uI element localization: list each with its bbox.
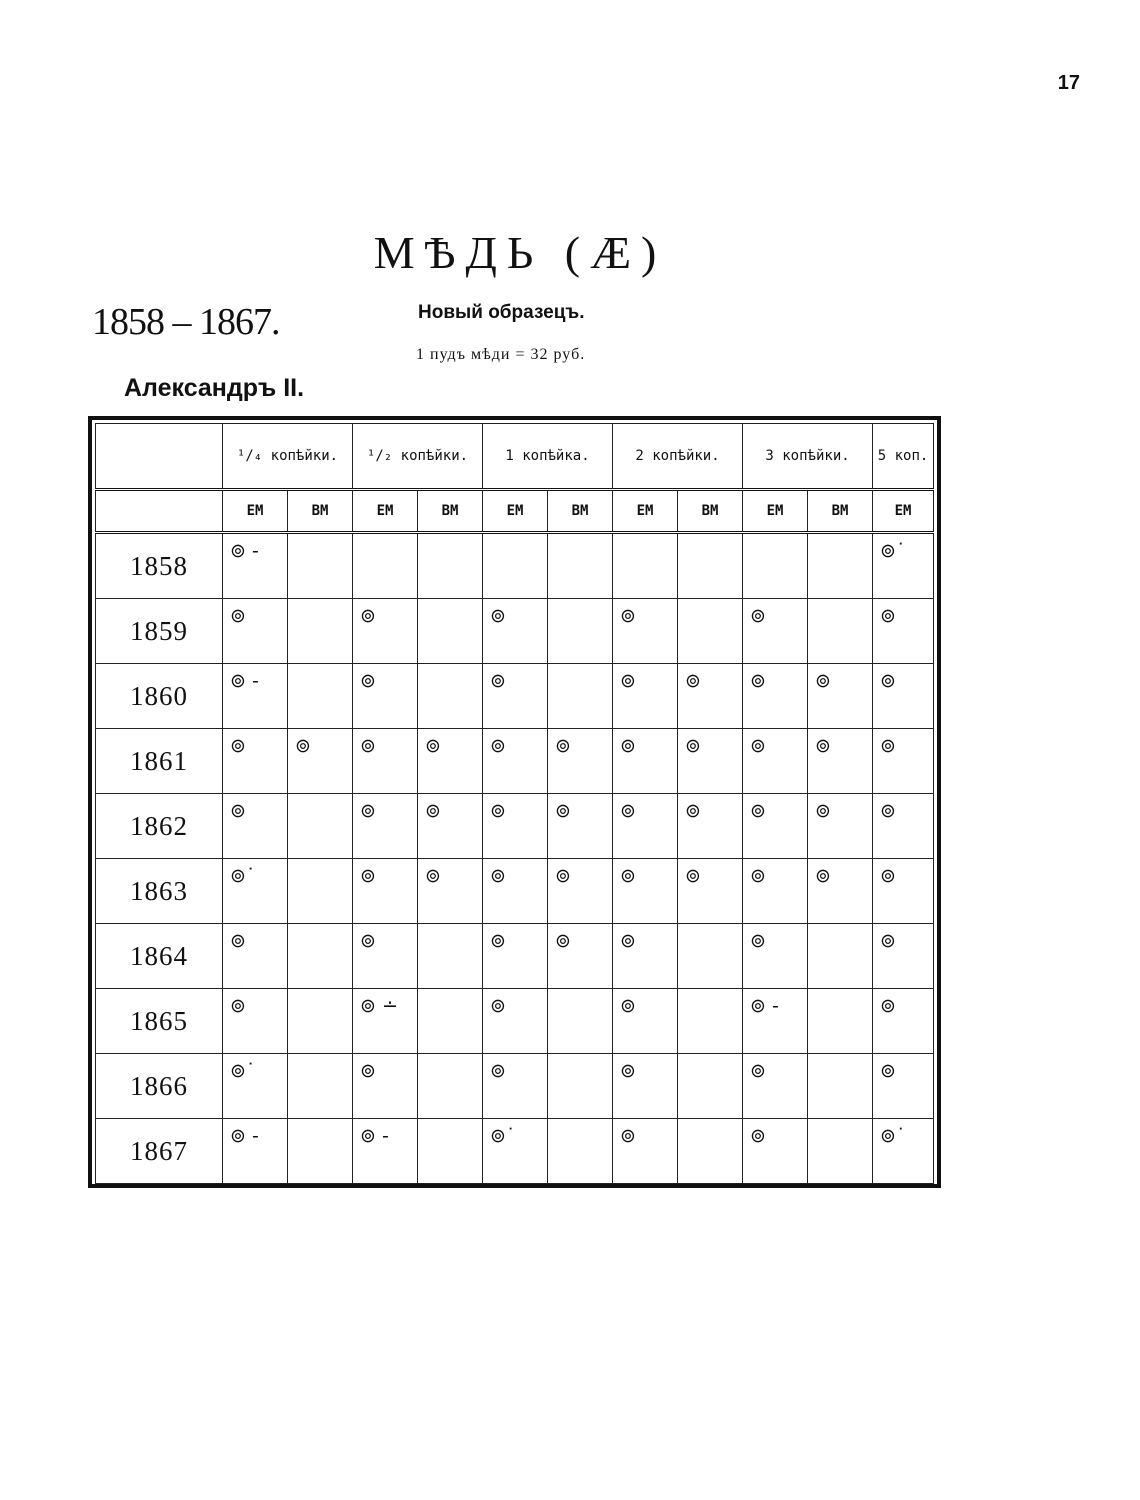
mintage-mark: ⊚ — [750, 1060, 766, 1082]
mintage-cell — [678, 533, 743, 599]
mintage-mark: ⊚ — [880, 605, 896, 627]
mintage-cell — [613, 533, 678, 599]
mintage-cell — [808, 533, 873, 599]
mintage-mark: ⊚ — [880, 865, 896, 887]
mintage-cell — [678, 729, 743, 794]
table-row — [96, 533, 934, 599]
mintage-cell — [873, 989, 934, 1054]
mint-header: ВМ — [288, 490, 353, 533]
mintage-mark: ⊚ — [360, 735, 376, 757]
mintage-cell — [808, 729, 873, 794]
denomination-header-row — [96, 424, 934, 490]
mintage-mark: ⊚ — [230, 800, 246, 822]
table-row — [96, 989, 934, 1054]
mintage-cell — [613, 664, 678, 729]
mintage-cell — [483, 989, 548, 1054]
mintage-cell — [548, 924, 613, 989]
mintage-cell — [873, 1054, 934, 1119]
mintage-cell — [613, 599, 678, 664]
year-cell: 1863 — [96, 859, 223, 924]
year-cell: 1861 — [96, 729, 223, 794]
mintage-mark: ⊚ — [360, 605, 376, 627]
mintage-cell — [808, 1054, 873, 1119]
mintage-cell — [353, 859, 418, 924]
mintage-cell — [743, 729, 808, 794]
mintage-cell — [743, 989, 808, 1054]
mintage-mark: ⊚ — [750, 930, 766, 952]
table-row — [96, 794, 934, 859]
mintage-cell — [223, 664, 288, 729]
mintage-cell — [483, 729, 548, 794]
mintage-cell — [873, 729, 934, 794]
mintage-cell — [418, 599, 483, 664]
mintage-mark: ⊚˙ — [880, 1125, 906, 1147]
mintage-mark: ⊚ - — [230, 540, 259, 562]
mintage-cell — [548, 859, 613, 924]
mintage-mark: ⊚ — [555, 930, 571, 952]
mintage-cell — [418, 1119, 483, 1184]
mintage-mark: ⊚ — [425, 800, 441, 822]
mintage-mark: ⊚ — [685, 670, 701, 692]
mintage-mark: ⊚ — [685, 735, 701, 757]
mintage-cell — [808, 599, 873, 664]
mintage-mark: ⊚ — [555, 735, 571, 757]
table-row — [96, 924, 934, 989]
mint-header: ВМ — [808, 490, 873, 533]
table-row — [96, 599, 934, 664]
mintage-cell — [223, 533, 288, 599]
mintage-mark: ⊚ - — [230, 670, 259, 692]
mintage-mark: ⊚ — [490, 995, 506, 1017]
year-cell: 1867 — [96, 1119, 223, 1184]
mintage-cell — [873, 859, 934, 924]
mintage-cell — [353, 1054, 418, 1119]
year-cell: 1865 — [96, 989, 223, 1054]
mintage-cell — [873, 924, 934, 989]
mintage-cell — [223, 1119, 288, 1184]
year-cell: 1864 — [96, 924, 223, 989]
mintage-cell — [873, 664, 934, 729]
mintage-cell — [288, 729, 353, 794]
mintage-mark: ⊚ — [620, 1060, 636, 1082]
mintage-cell — [223, 729, 288, 794]
mintage-cell — [483, 1119, 548, 1184]
mintage-cell — [353, 1119, 418, 1184]
mintage-cell — [808, 924, 873, 989]
mintage-mark: ⊚ — [490, 865, 506, 887]
mintage-cell — [223, 989, 288, 1054]
mintage-table — [95, 423, 934, 1184]
mintage-cell — [483, 664, 548, 729]
mintage-mark: ⊚ — [750, 1125, 766, 1147]
mintage-cell — [353, 924, 418, 989]
mintage-mark: ⊚ — [360, 1060, 376, 1082]
mintage-cell — [613, 729, 678, 794]
mintage-mark: ⊚ — [360, 865, 376, 887]
mintage-mark: ⊚ — [490, 1060, 506, 1082]
mintage-mark: ⊚ — [555, 800, 571, 822]
page-number: 17 — [1057, 72, 1080, 94]
denomination-header: 3 копѣйки. — [743, 424, 873, 490]
mintage-mark: ⊚ — [490, 735, 506, 757]
denomination-header: 2 копѣйки. — [613, 424, 743, 490]
mintage-cell — [223, 924, 288, 989]
mintage-cell — [678, 989, 743, 1054]
mintage-mark: ⊚ — [295, 735, 311, 757]
mintage-cell — [873, 794, 934, 859]
mintage-cell — [613, 1119, 678, 1184]
mintage-cell — [873, 533, 934, 599]
mintage-cell — [548, 1054, 613, 1119]
table-row — [96, 664, 934, 729]
mintage-cell — [743, 794, 808, 859]
mintage-mark: ⊚ — [815, 670, 831, 692]
mintage-cell — [483, 533, 548, 599]
mintage-mark: ⊚ — [685, 865, 701, 887]
mintage-mark: ⊚ ∸ — [360, 995, 398, 1017]
mintage-cell — [288, 664, 353, 729]
table-row — [96, 1054, 934, 1119]
mintage-mark: ⊚ — [620, 670, 636, 692]
mintage-mark: ⊚ — [815, 800, 831, 822]
copper-ratio-note: 1 пудъ мѣди = 32 руб. — [416, 346, 586, 363]
mintage-cell — [483, 924, 548, 989]
year-cell: 1858 — [96, 533, 223, 599]
mintage-cell — [743, 859, 808, 924]
mintage-cell — [353, 794, 418, 859]
mintage-cell — [743, 1119, 808, 1184]
mintage-cell — [288, 533, 353, 599]
mintage-mark: ⊚ — [750, 670, 766, 692]
mintage-cell — [743, 924, 808, 989]
mintage-mark: ⊚ — [750, 605, 766, 627]
mintage-cell — [418, 664, 483, 729]
mintage-mark: ⊚ — [230, 605, 246, 627]
mintage-cell — [288, 1119, 353, 1184]
denomination-header: ¹/₄ копѣйки. — [223, 424, 353, 490]
mintage-cell — [548, 1119, 613, 1184]
mintage-cell — [223, 1054, 288, 1119]
mintage-mark: ⊚ — [490, 605, 506, 627]
mintage-cell — [873, 599, 934, 664]
mintage-cell — [223, 859, 288, 924]
mintage-mark: ⊚ — [620, 1125, 636, 1147]
mint-header: ЕМ — [353, 490, 418, 533]
mintage-cell — [678, 599, 743, 664]
mintage-cell — [678, 924, 743, 989]
mintage-mark: ⊚˙ — [230, 1060, 256, 1082]
mintage-mark: ⊚˙ — [490, 1125, 516, 1147]
mintage-mark: ⊚ — [685, 800, 701, 822]
mintage-cell — [743, 599, 808, 664]
mintage-cell — [418, 1054, 483, 1119]
mintage-cell — [483, 794, 548, 859]
mintage-mark: ⊚ — [880, 670, 896, 692]
mintage-cell — [678, 1054, 743, 1119]
ruler-heading: Александръ II. — [124, 374, 305, 402]
mintage-cell — [548, 664, 613, 729]
year-cell: 1866 — [96, 1054, 223, 1119]
mintage-mark: ⊚ — [490, 800, 506, 822]
mint-header: ЕМ — [223, 490, 288, 533]
mintage-mark: ⊚ — [620, 605, 636, 627]
denomination-header: 1 копѣйка. — [483, 424, 613, 490]
mintage-cell — [548, 729, 613, 794]
table-row — [96, 859, 934, 924]
mintage-cell — [418, 859, 483, 924]
mintage-mark: ⊚ — [230, 930, 246, 952]
mint-header-row — [96, 490, 934, 533]
mintage-mark: ⊚ — [620, 995, 636, 1017]
mintage-cell — [613, 989, 678, 1054]
mintage-mark: ⊚ - — [360, 1125, 389, 1147]
mintage-cell — [418, 989, 483, 1054]
mintage-mark: ⊚ — [360, 930, 376, 952]
denomination-header: 5 коп. — [873, 424, 934, 490]
mintage-cell — [418, 729, 483, 794]
mintage-cell — [808, 794, 873, 859]
mint-header: ВМ — [678, 490, 743, 533]
mintage-mark: ⊚ - — [750, 995, 779, 1017]
year-cell: 1859 — [96, 599, 223, 664]
mintage-mark: ⊚ - — [230, 1125, 259, 1147]
mintage-table-frame — [88, 416, 941, 1188]
mintage-cell — [353, 989, 418, 1054]
mintage-mark: ⊚ — [230, 995, 246, 1017]
year-cell: 1862 — [96, 794, 223, 859]
mintage-cell — [743, 1054, 808, 1119]
mintage-cell — [678, 664, 743, 729]
mintage-mark: ⊚ — [555, 865, 571, 887]
mintage-mark: ⊚ — [620, 800, 636, 822]
mintage-cell — [808, 664, 873, 729]
mintage-cell — [418, 533, 483, 599]
mintage-cell — [548, 533, 613, 599]
mintage-cell — [223, 794, 288, 859]
mint-header: ВМ — [548, 490, 613, 533]
mintage-cell — [353, 599, 418, 664]
mintage-cell — [678, 794, 743, 859]
mintage-cell — [678, 1119, 743, 1184]
mintage-mark: ⊚˙ — [230, 865, 256, 887]
mintage-cell — [223, 599, 288, 664]
mintage-cell — [743, 664, 808, 729]
mintage-cell — [808, 1119, 873, 1184]
mintage-cell — [353, 533, 418, 599]
mintage-cell — [288, 1054, 353, 1119]
page-title: МѢДЬ (Æ) — [373, 227, 667, 278]
mintage-mark: ⊚ — [750, 735, 766, 757]
mintage-cell — [548, 989, 613, 1054]
mintage-mark: ⊚˙ — [880, 540, 906, 562]
mintage-cell — [483, 859, 548, 924]
mintage-mark: ⊚ — [880, 1060, 896, 1082]
mintage-cell — [613, 794, 678, 859]
table-row — [96, 729, 934, 794]
mintage-cell — [288, 989, 353, 1054]
mintage-mark: ⊚ — [425, 865, 441, 887]
mintage-cell — [483, 1054, 548, 1119]
subtitle: Новый образецъ. — [418, 302, 585, 323]
mintage-mark: ⊚ — [880, 930, 896, 952]
mint-header: ЕМ — [613, 490, 678, 533]
mintage-mark: ⊚ — [880, 995, 896, 1017]
mintage-cell — [288, 859, 353, 924]
mintage-cell — [808, 859, 873, 924]
mint-header: ЕМ — [873, 490, 934, 533]
mintage-mark: ⊚ — [230, 735, 246, 757]
mintage-cell — [483, 599, 548, 664]
mintage-cell — [548, 599, 613, 664]
mint-header: ЕМ — [483, 490, 548, 533]
mintage-cell — [288, 599, 353, 664]
corner-cell — [96, 490, 223, 533]
mintage-cell — [613, 859, 678, 924]
mint-header: ВМ — [418, 490, 483, 533]
mintage-cell — [873, 1119, 934, 1184]
mintage-cell — [288, 794, 353, 859]
corner-cell — [96, 424, 223, 490]
year-cell: 1860 — [96, 664, 223, 729]
mintage-cell — [548, 794, 613, 859]
mintage-cell — [678, 859, 743, 924]
mintage-cell — [288, 924, 353, 989]
mintage-cell — [418, 924, 483, 989]
mintage-mark: ⊚ — [815, 865, 831, 887]
mintage-cell — [353, 729, 418, 794]
table-body — [96, 424, 934, 1184]
mintage-cell — [353, 664, 418, 729]
mintage-cell — [613, 1054, 678, 1119]
mintage-mark: ⊚ — [425, 735, 441, 757]
denomination-header: ¹/₂ копѣйки. — [353, 424, 483, 490]
table-row — [96, 1119, 934, 1184]
mintage-cell — [418, 794, 483, 859]
mintage-mark: ⊚ — [750, 865, 766, 887]
mintage-mark: ⊚ — [620, 865, 636, 887]
mintage-mark: ⊚ — [620, 930, 636, 952]
mintage-mark: ⊚ — [880, 800, 896, 822]
mintage-mark: ⊚ — [490, 670, 506, 692]
period-heading: 1858 – 1867. — [92, 301, 280, 343]
mintage-cell — [808, 989, 873, 1054]
mintage-mark: ⊚ — [880, 735, 896, 757]
mintage-mark: ⊚ — [815, 735, 831, 757]
mint-header: ЕМ — [743, 490, 808, 533]
mintage-cell — [743, 533, 808, 599]
mintage-mark: ⊚ — [360, 800, 376, 822]
mintage-mark: ⊚ — [490, 930, 506, 952]
mintage-mark: ⊚ — [360, 670, 376, 692]
mintage-mark: ⊚ — [620, 735, 636, 757]
mintage-mark: ⊚ — [750, 800, 766, 822]
mintage-cell — [613, 924, 678, 989]
